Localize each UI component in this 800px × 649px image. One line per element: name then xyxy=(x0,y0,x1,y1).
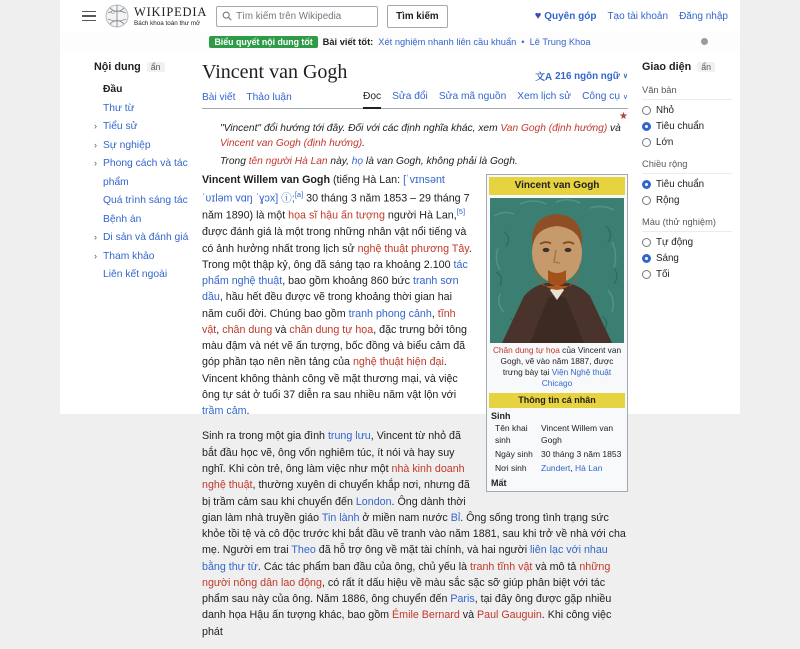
text-link[interactable]: chân dung xyxy=(222,323,273,336)
toc-item[interactable]: Liên kết ngoài xyxy=(103,269,168,281)
text-link[interactable]: tên người Hà Lan xyxy=(248,155,328,167)
text-link[interactable]: tác phẩm nghệ thuật xyxy=(202,258,468,288)
hatnote-disambiguation: "Vincent" đổi hướng tới đây. Đối với các định nghĩa khác, xem Van Gogh (định hướng) và Vincent van Gogh (định hướng). xyxy=(220,123,621,149)
text-link[interactable]: Vincent van Gogh (định hướng) xyxy=(220,137,363,149)
radio-width-wide[interactable]: Rộng xyxy=(642,195,732,206)
appearance-title: Giao diện xyxy=(642,61,692,73)
table-of-contents xyxy=(60,51,196,285)
chevron-down-icon: ∨ xyxy=(622,73,628,80)
chevron-down-icon: ∨ xyxy=(622,94,628,101)
wikipedia-wordmark: WIKIPEDIA xyxy=(134,4,208,19)
toc-item[interactable]: › Tiểu sử xyxy=(94,118,190,137)
chevron-right-icon[interactable]: › xyxy=(94,121,97,132)
radio-color-auto[interactable]: Tự động xyxy=(642,237,732,248)
search-icon xyxy=(222,11,232,21)
search-input[interactable] xyxy=(236,11,372,22)
wikipedia-tagline: Bách khoa toàn thư mở xyxy=(134,19,201,27)
tab-talk[interactable]: Thảo luận xyxy=(246,92,292,103)
text-link[interactable]: London xyxy=(355,495,392,508)
language-icon: 文A xyxy=(535,72,553,83)
toc-item[interactable]: › Di sản và đánh giá xyxy=(94,229,190,248)
text-link[interactable]: [ˈvɪnsənt ˈʋɪləm vɑŋ ˈɣɔx] xyxy=(202,174,445,205)
text-link[interactable]: tranh sơn dầu xyxy=(202,275,459,304)
text-link[interactable]: Chân dung tự họa xyxy=(492,344,560,355)
text-link[interactable]: họa sĩ hậu ấn tượng xyxy=(288,210,385,222)
tab-article[interactable]: Bài viết xyxy=(202,92,236,103)
text-link[interactable]: nghệ thuật phương Tây xyxy=(357,242,469,255)
toc-hide-button[interactable]: ẩn xyxy=(147,62,165,72)
radio-selected-icon[interactable] xyxy=(642,122,651,131)
banner-link-2[interactable]: Lê Trung Khoa xyxy=(529,36,591,47)
text-link[interactable]: Émile Bernard xyxy=(392,609,460,622)
toc-title: Nội dung xyxy=(94,61,141,73)
radio-selected-icon[interactable] xyxy=(642,254,651,263)
toc-item[interactable]: Đầu xyxy=(103,84,123,95)
text-link[interactable]: tranh phong cảnh xyxy=(348,307,432,320)
chevron-right-icon[interactable]: › xyxy=(94,158,97,169)
text-link[interactable]: Van Gogh (định hướng) xyxy=(500,123,608,134)
search-button[interactable]: Tìm kiếm xyxy=(387,5,447,28)
banner-separator: • xyxy=(521,36,525,47)
radio-width-standard[interactable]: Tiêu chuẩn xyxy=(642,179,732,190)
tab-history[interactable]: Xem lịch sử xyxy=(517,91,572,102)
infobox-caption: Chân dung tự họa của Vincent van Gogh, vẽ vào năm 1887, được trưng bày tại Viện Nghệ thuật Chicago xyxy=(492,344,622,389)
login-link[interactable]: Đăng nhập xyxy=(679,10,728,22)
site-header xyxy=(60,0,740,32)
radio-color-dark[interactable]: Tối xyxy=(642,269,732,280)
donate-link[interactable]: ♥ Quyên góp xyxy=(534,10,597,22)
radio-color-light[interactable]: Sáng xyxy=(642,253,732,264)
create-account-link[interactable]: Tạo tài khoản xyxy=(607,10,669,22)
hatnote-dutch-name: Trong tên người Hà Lan này, họ là van Gogh, không phải là Gogh. xyxy=(220,155,518,167)
text-link[interactable]: họ xyxy=(351,155,364,167)
text-link[interactable]: Tin lành xyxy=(321,511,360,524)
text-link[interactable]: Hà Lan xyxy=(575,462,603,473)
announcement-banner xyxy=(60,32,740,51)
text-size-group-label: Văn bản xyxy=(642,79,732,100)
text-link[interactable]: nghệ thuật hiện đại xyxy=(352,356,444,369)
text-link[interactable]: những người nông dân lao động xyxy=(202,560,611,589)
text-link[interactable]: Zundert xyxy=(541,462,571,473)
radio-text-standard[interactable]: Tiêu chuẩn xyxy=(642,121,732,132)
text-link[interactable]: Paul Gauguin xyxy=(477,609,542,622)
infobox-row: Ngày sinh 30 tháng 3 năm 1853 xyxy=(495,448,622,459)
text-link[interactable]: Bỉ xyxy=(450,511,461,524)
text-link[interactable]: tranh tĩnh vật xyxy=(470,560,533,573)
article-content xyxy=(196,51,636,649)
article-tabs xyxy=(202,91,628,109)
infobox-birth-header: Sinh xyxy=(491,410,511,421)
chevron-right-icon[interactable]: › xyxy=(94,250,97,261)
toc-item[interactable]: › Sự nghiệp xyxy=(94,137,190,156)
color-group-label: Màu (thử nghiệm) xyxy=(642,211,732,232)
wikipedia-page xyxy=(60,0,740,638)
infobox xyxy=(486,174,628,492)
infobox-title: Vincent van Gogh xyxy=(489,177,625,195)
tab-edit[interactable]: Sửa đổi xyxy=(392,91,428,102)
radio-selected-icon[interactable] xyxy=(642,180,651,189)
self-portrait-image[interactable] xyxy=(490,198,624,343)
infobox-death-header: Mất xyxy=(491,478,507,489)
radio-text-large[interactable]: Lớn xyxy=(642,137,732,148)
text-link[interactable]: liên lạc với nhau bằng thư từ xyxy=(202,544,608,573)
heart-icon: ♥ xyxy=(534,10,542,22)
toc-item[interactable]: Bệnh án xyxy=(103,213,142,225)
tab-edit-source[interactable]: Sửa mã nguồn xyxy=(438,91,507,102)
text-link[interactable]: [a] xyxy=(294,189,304,199)
toc-item[interactable]: Quá trình sáng tác xyxy=(103,195,188,207)
search-box xyxy=(216,6,378,27)
tab-read[interactable]: Đọc xyxy=(363,91,381,109)
banner-label: Bài viết tốt: xyxy=(322,36,374,47)
text-link[interactable]: ⓘ; xyxy=(278,192,295,205)
text-link[interactable]: [5] xyxy=(456,207,466,217)
tab-tools[interactable]: Công cụ ∨ xyxy=(582,91,628,102)
appearance-hide-button[interactable]: ẩn xyxy=(697,62,715,72)
chevron-right-icon[interactable]: › xyxy=(94,139,97,150)
radio-icon[interactable] xyxy=(642,270,651,279)
infobox-row: Nơi sinh Zundert, Hà Lan xyxy=(495,462,603,473)
text-link[interactable]: Theo xyxy=(291,544,316,557)
appearance-panel xyxy=(636,51,740,285)
width-group-label: Chiều rộng xyxy=(642,153,732,174)
text-link[interactable]: Viện Nghệ thuật Chicago xyxy=(541,367,612,389)
chevron-right-icon[interactable]: › xyxy=(94,232,97,243)
language-selector[interactable]: 文A 216 ngôn ngữ ∨ xyxy=(535,70,628,83)
radio-text-small[interactable]: Nhỏ xyxy=(642,105,732,116)
radio-icon[interactable] xyxy=(642,106,651,115)
radio-icon[interactable] xyxy=(642,238,651,247)
lead-paragraph-2: Sinh ra trong một gia đình trung lưu, Vincent từ nhỏ đã bắt đầu học vẽ, ông vốn nghiêm túc, ít nói và hay suy nghĩ. Khi còn trẻ, ông làm việc như một nhà kinh doanh nghệ thuật, thường xuyên di chuyển khắp nơi, nhưng đã bị trầm cảm sau khi chuyển đến London. Ông dành thời gian làm nhà truyền giáo Tin lành ở miền nam nước Bỉ. Ông sống trong tình trạng sức khỏe tồi tệ và cô độc trước khi bắt đầu vẽ tranh vào năm 1881, sau khi trở về nhà với cha mẹ. Người em trai Theo đã hỗ trợ ông về mặt tài chính, và hai người liên lạc với nhau bằng thư từ. Các tác phẩm ban đầu của ông, chủ yếu là tranh tĩnh vật và mô tả những người nông dân lao động, có rất ít dấu hiệu về màu sắc sặc sỡ giúp phân biệt với tác phẩm sau này của ông. Năm 1886, ông chuyển đến Paris, tại đây ông được gặp nhiều danh họa Hậu ấn tượng khác, bao gồm Émile Bernard và Paul Gauguin. Khi công việc phát xyxy=(202,430,626,638)
radio-icon[interactable] xyxy=(642,196,651,205)
wikipedia-logo[interactable] xyxy=(105,4,207,28)
menu-icon[interactable] xyxy=(82,11,96,22)
lead-paragraph-1: Vincent Willem van Gogh (tiếng Hà Lan: [ˈvɪnsənt ˈʋɪləm vɑŋ ˈɣɔx] ⓘ;[a] 30 tháng 3 năm 1853 – 29 tháng 7 năm 1890) là một họa sĩ hậu ấn tượng người Hà Lan,[5] được đánh giá là một trong những nhân vật nổi tiếng và có ảnh hưởng nhất trong lịch sử nghệ thuật phương Tây. Trong một thập kỷ, ông đã sáng tạo ra khoảng 2.100 tác phẩm nghệ thuật, bao gồm khoảng 860 bức tranh sơn dầu, hầu hết đều được vẽ trong khoảng thời gian hai năm cuối đời. Chúng bao gồm tranh phong cảnh, tĩnh vật, chân dung và chân dung tự họa, đặc trưng bởi tông màu đậm và nét vẽ ấn tượng, bốc đồng và biểu cảm đã góp phần tạo nên nền tảng của nghệ thuật hiện đại. Vincent không thành công về mặt thương mại, và việc ông tự sát ở tuổi 37 diễn ra sau nhiều năm vật lộn với trầm cảm. xyxy=(202,174,472,418)
vote-badge[interactable]: Biểu quyết nội dung tốt xyxy=(209,36,317,48)
radio-icon[interactable] xyxy=(642,138,651,147)
toc-item[interactable]: Thư từ xyxy=(103,102,135,114)
infobox-section-header: Thông tin cá nhân xyxy=(489,393,625,408)
text-link[interactable]: Paris xyxy=(450,593,475,606)
banner-link-1[interactable]: Xét nghiệm nhanh liên cầu khuẩn xyxy=(378,36,517,47)
wikipedia-globe-icon xyxy=(105,4,129,28)
banner-settings-icon[interactable] xyxy=(701,38,708,45)
toc-item[interactable]: › Phong cách và tác phẩm xyxy=(94,155,190,192)
text-link[interactable]: chân dung tự họa xyxy=(289,323,374,336)
page-title: Vincent van Gogh xyxy=(202,61,348,83)
text-link[interactable]: trầm cảm xyxy=(202,405,247,418)
text-link[interactable]: trung lưu xyxy=(327,430,371,443)
text-link[interactable]: tĩnh vật xyxy=(202,307,456,336)
infobox-row: Tên khai sinh Vincent Willem van Gogh xyxy=(495,423,614,445)
text-link[interactable]: nhà kinh doanh nghệ thuật xyxy=(202,462,465,492)
toc-item[interactable]: › Tham khảo xyxy=(94,248,190,267)
featured-article-star-icon[interactable]: ★ xyxy=(619,111,628,122)
